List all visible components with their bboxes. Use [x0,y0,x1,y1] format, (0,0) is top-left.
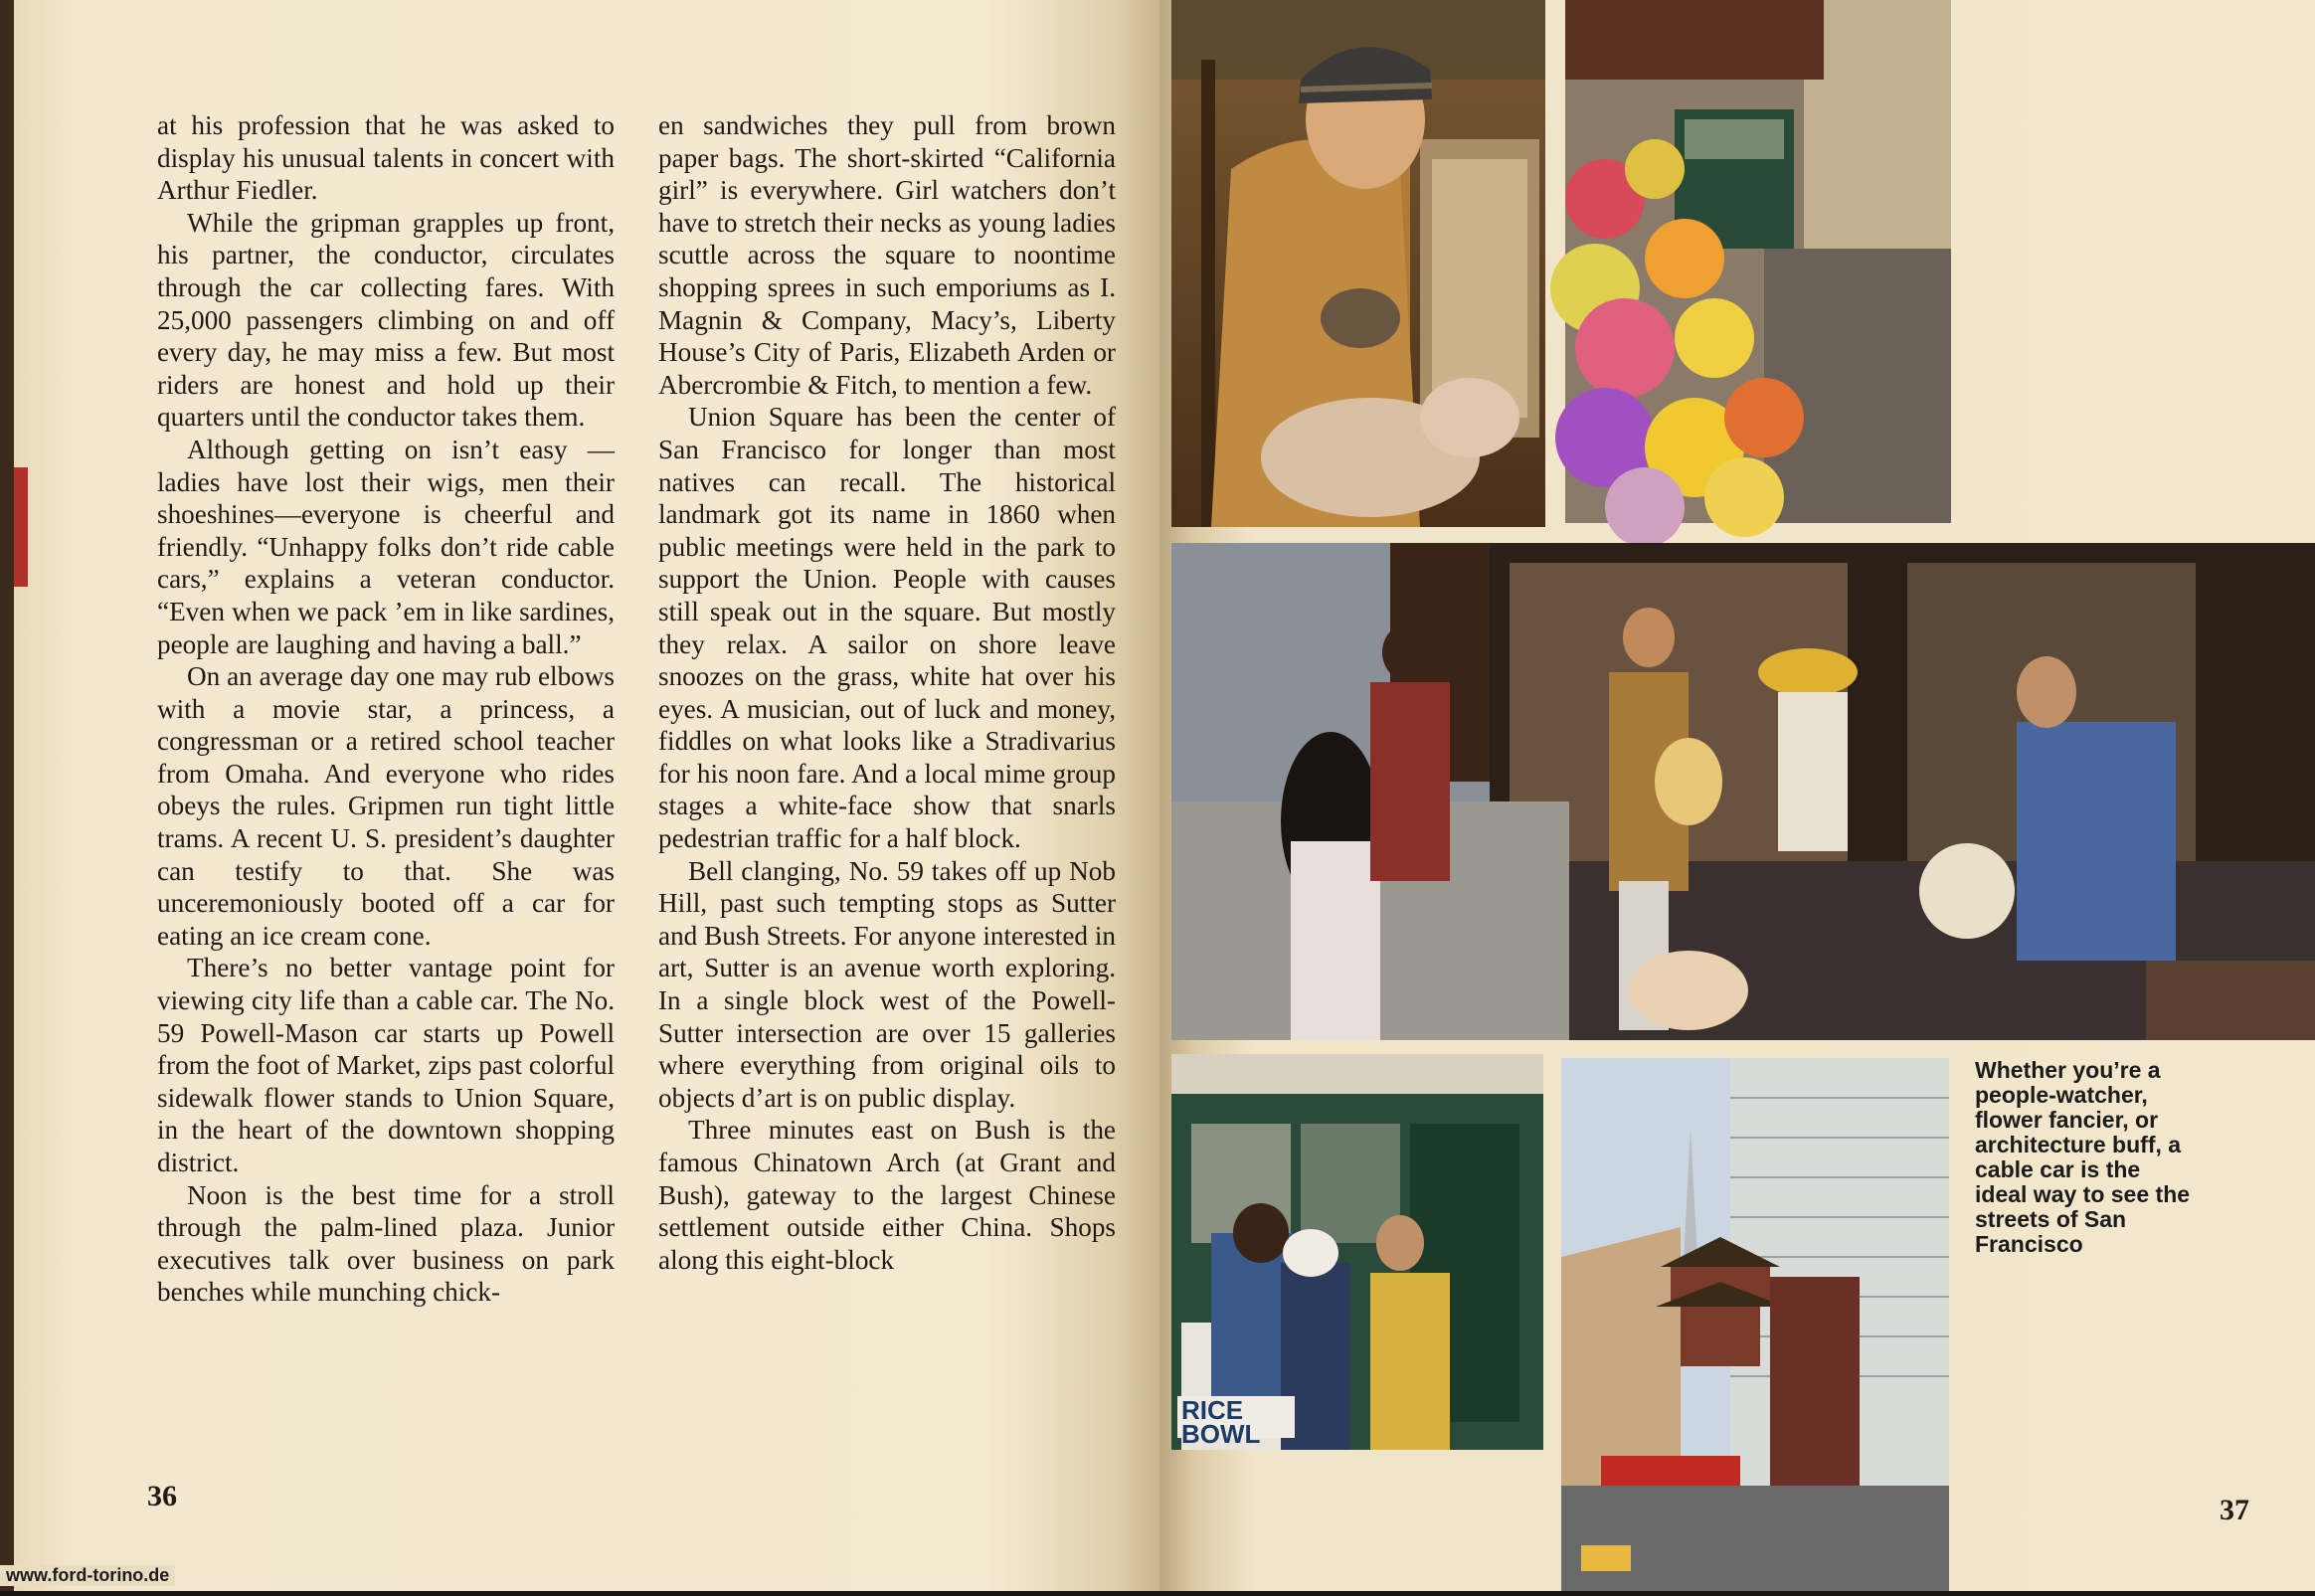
article-paragraph: Three minutes east on Bush is the famous Chinatown Arch (at Grant and Bush), gateway to the largest Chinese settlement outside either China. Shops along this eight-block [658,1115,1116,1275]
photo-cable-car-rider-image [1171,0,1545,527]
photo-caption: Whether you’re a people-watcher, flower fancier, or architecture buff, a cable car is the ideal way to see the streets of San Francisco [1975,1057,2191,1257]
text-column-2 [658,109,1116,1276]
page-number-left: 36 [147,1480,177,1512]
photo-cable-car-rider [1171,0,1545,527]
photo-chinatown-skyline-image [1561,1058,1949,1591]
article-paragraph: There’s no better vantage point for viewing city life than a cable car. The No. 59 Powell-Mason car starts up Powell from the foot of Market, zips past colorful sidewalk flower stands to Union Square, in the heart of the downtown shopping district. [157,953,615,1177]
article-paragraph: Noon is the best time for a stroll through the palm-lined plaza. Junior executives talk over business on park benches while munching chick- [157,1179,615,1308]
text-column-1 [157,109,615,1309]
photo-cable-car-boarding-image [1171,1054,1543,1450]
website-watermark[interactable]: www.ford-torino.de [0,1565,175,1586]
article-paragraph: Although getting on isn’t easy — ladies have lost their wigs, men their shoeshines—everyone is cheerful and friendly. “Unhappy folks don’t ride cable cars,” explains a veteran conductor. “Even when we pack ’em in like sardines, people are laughing and having a ball.” [157,434,615,659]
photo-street-musicians-image [1171,543,2315,1040]
article-paragraph: While the gripman grapples up front, his partner, the conductor, circulates through the car collecting fares. With 25,000 passengers climbing on and off every day, he may miss a few. But most riders are honest and hold up their quarters until the conductor takes them. [157,207,615,433]
rice-bowl-sign [1177,1395,1295,1449]
article-paragraph: Union Square has been the center of San Francisco for longer than most natives can recall. The historical landmark got its name in 1860 when public meetings were held in the park to support the Union. People with causes still speak out in the square. But mostly they relax. A sailor on shore leave snoozes on the grass, white hat over his eyes. A musician, out of luck and money, fiddles on what looks like a Stradivarius for his noon fare. And a local mime group stages a white-face show that snarls pedestrian traffic for a half block. [658,402,1116,854]
rice-sign-text-line2: BOWL [1181,1419,1261,1449]
previous-page-edge [14,467,28,587]
photo-flower-stand [1565,0,1951,523]
article-paragraph: On an average day one may rub elbows with a movie star, a princess, a congressman or a retired school teacher from Omaha. And everyone who rides obeys the rules. Gripmen run tight little trams. A recent U. S. president’s daughter can testify to that. She was unceremoniously booted off a car for eating an ice cream cone. [157,661,615,951]
binding-edge [0,0,14,1591]
photo-cable-car-boarding [1171,1054,1543,1450]
photo-flower-stand-image [1565,0,1951,523]
article-paragraph: Bell clanging, No. 59 takes off up Nob Hill, past such tempting stops as Sutter and Bush Streets. For anyone interested in art, Sutter is an avenue worth exploring. In a single block west of the Powell-Sutter intersection are over 15 galleries where everything from original oils to objects d’art is on public display. [658,855,1116,1113]
article-paragraph: at his profession that he was asked to display his unusual talents in concert with Arthur Fiedler. [157,110,615,206]
photo-chinatown-skyline [1561,1058,1949,1591]
page-number-right: 37 [2220,1494,2249,1526]
article-paragraph: en sandwiches they pull from brown paper bags. The short-skirted “California girl” is everywhere. Girl watchers don’t have to stretch their necks as young ladies scuttle across the square to noontime shopping sprees in such emporiums as I. Magnin & Company, Macy’s, Liberty House’s City of Paris, Elizabeth Arden or Abercrombie & Fitch, to mention a few. [658,110,1116,400]
photo-street-musicians [1171,543,2315,1040]
rice-sign-text: RICE [1181,1395,1244,1425]
